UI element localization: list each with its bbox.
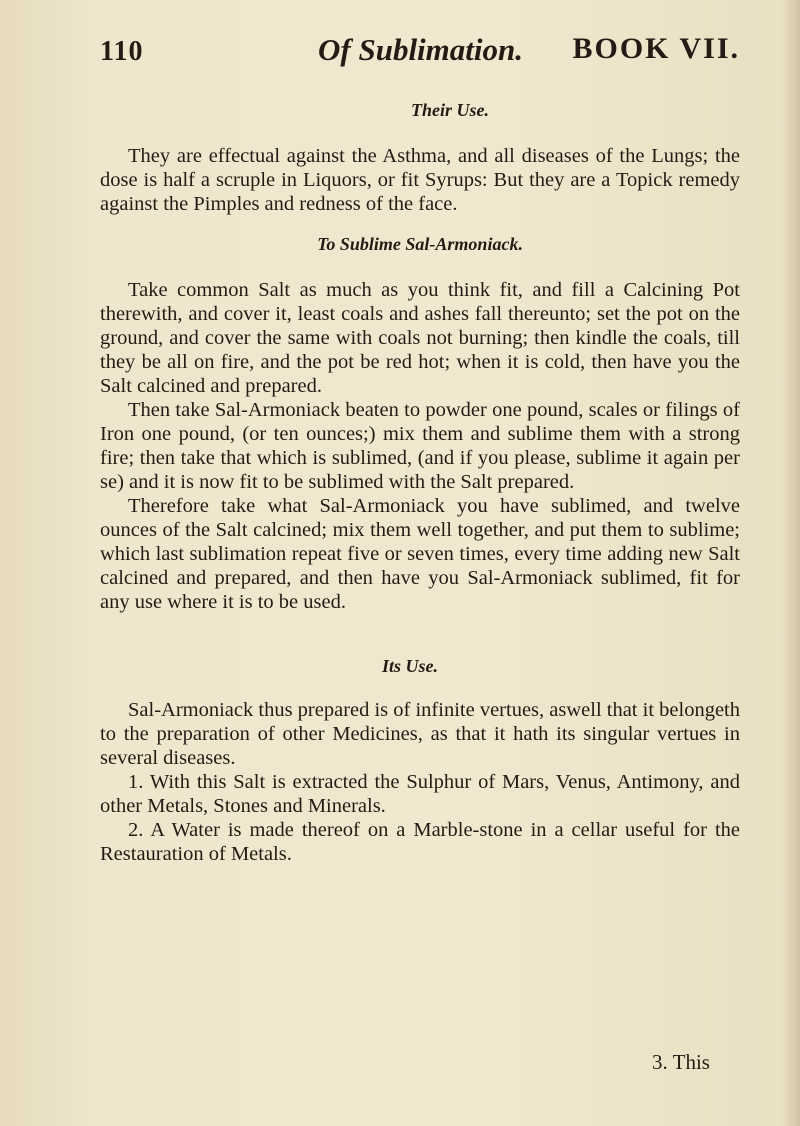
book-label: BOOK VII. — [572, 32, 740, 65]
paragraph: Take common Salt as much as you think fit, and fill a Calcining Pot therewith, and cover it, least coals and ashes fall thereunto; set the pot on the ground, and cover the same with coals not burning; then kindle the coals, till they be all on fire, and the pot be red hot; when it is cold, then have you the Salt calcined and prepared. — [100, 279, 740, 397]
paragraph: They are effectual against the Asthma, and all diseases of the Lungs; the dose is half a scruple in Liquors, or fit Syrups: But they are a Topick remedy against the Pimples and redness of the face. — [100, 145, 740, 215]
paragraph: Therefore take what Sal-Armoniack you have sublimed, and twelve ounces of the Salt calcined; mix them well together, and put them to sublime; which last sublimation repeat five or seven times, every time adding new Salt calcined and prepared, and then have you Sal-Armoniack sublimed, fit for any use where it is to be used. — [100, 495, 740, 613]
catchword: 3. This — [652, 1050, 710, 1074]
running-header — [100, 30, 740, 76]
body-text — [100, 98, 740, 866]
running-title: Of Sublimation. — [318, 32, 523, 67]
paragraph: 2. A Water is made thereof on a Marble-stone in a cellar useful for the Restauration of Metals. — [100, 819, 740, 865]
section-heading-its-use: Its Use. — [381, 656, 438, 676]
paragraph: Sal-Armoniack thus prepared is of infinite vertues, aswell that it belongeth to the preparation of other Medicines, as that it hath its singular vertues in several diseases. — [100, 699, 740, 769]
section-heading-their-use: Their Use. — [411, 100, 489, 120]
section-heading-sublime-sal-armoniack: To Sublime Sal-Armoniack. — [317, 234, 523, 254]
paragraph: Then take Sal-Armoniack beaten to powder one pound, scales or filings of Iron one pound, (or ten ounces;) mix them and sublime them with a strong fire; then take that which is sublimed, (and if you please, sublime it again per se) and it is now fit to be sublimed with the Salt prepared. — [100, 399, 740, 493]
page-number: 110 — [100, 36, 144, 67]
paragraph: 1. With this Salt is extracted the Sulphur of Mars, Venus, Antimony, and other Metals, Stones and Minerals. — [100, 771, 740, 817]
